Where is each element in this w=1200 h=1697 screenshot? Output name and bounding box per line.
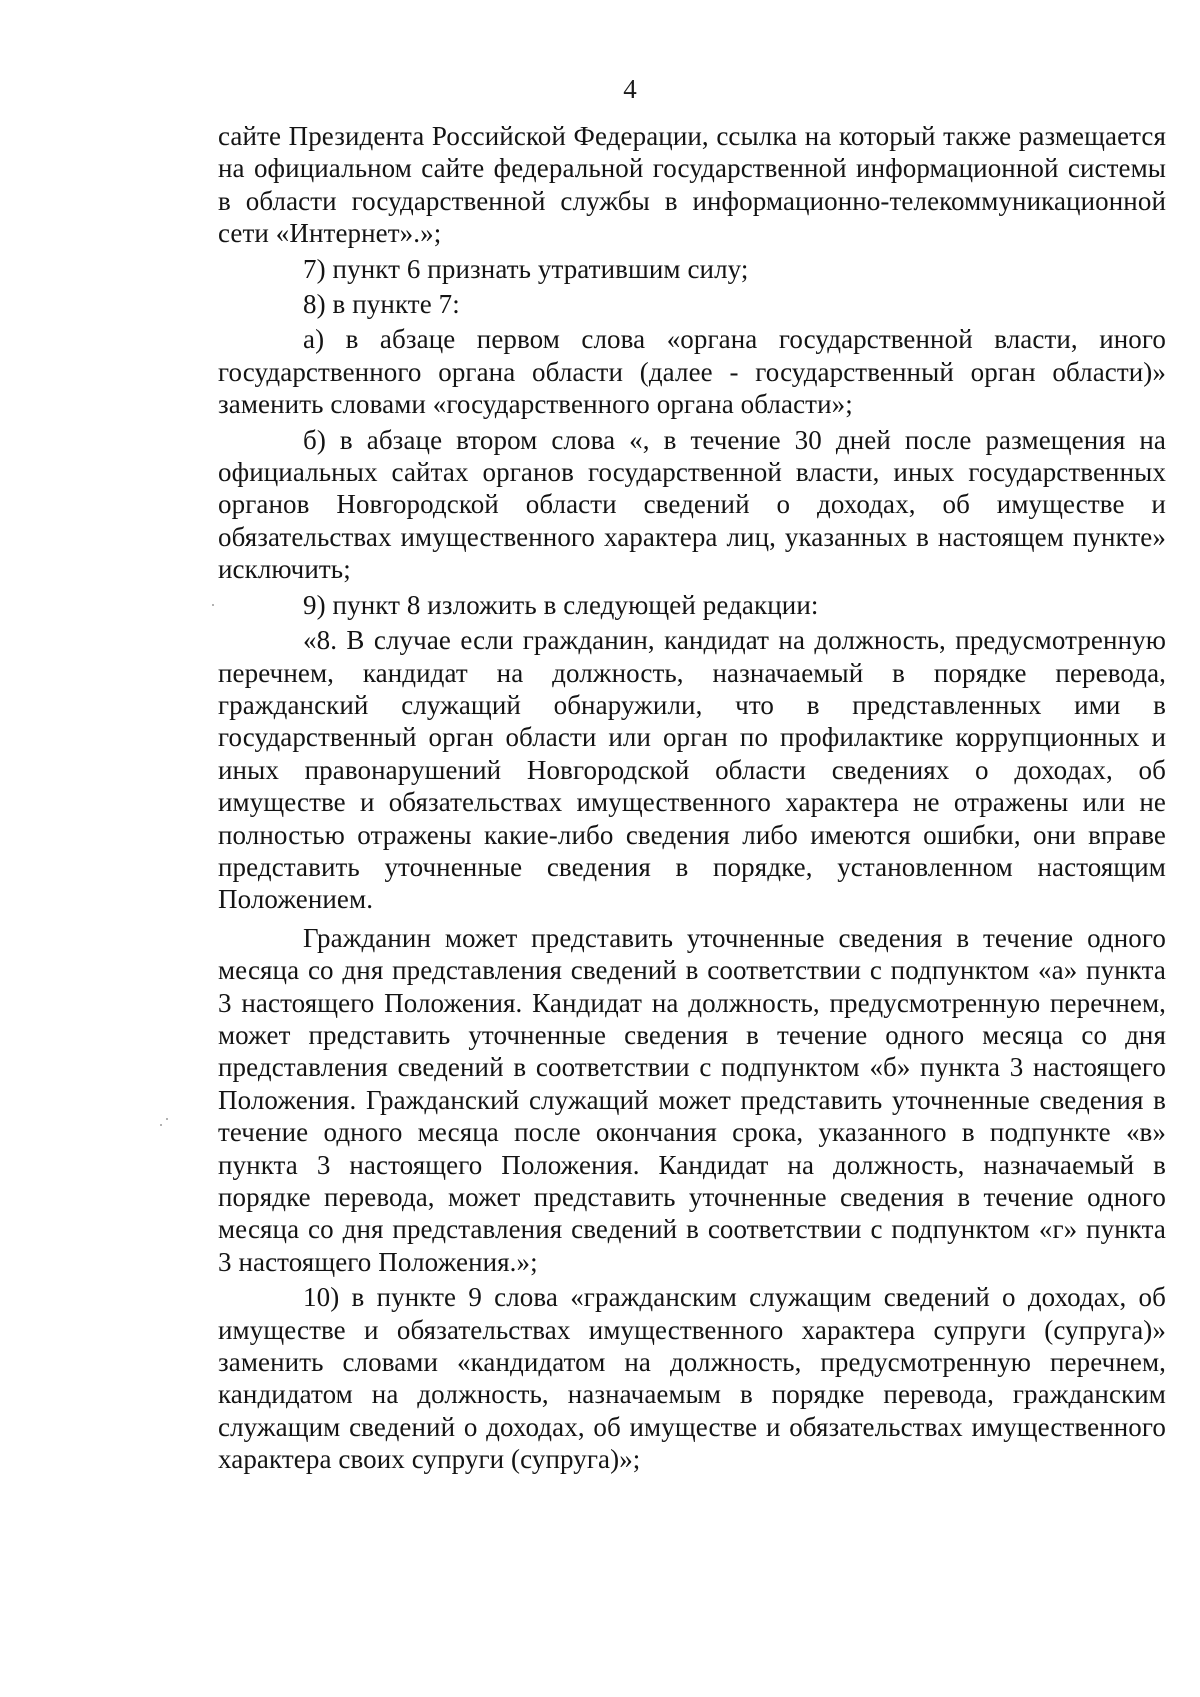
paragraph-clause-8: «8. В случае если гражданин, кандидат на должность, предусмотренную перечнем, кандидат на должность, назначаемый в порядке перевода, гражданский служащий обнаружили, что в представленных ими в государственный орган области или орган по профилактике коррупционных и иных правонарушений Новгородской области сведениях о доходах, об имуществе и обязательствах имущественного характера не отражены или не полностью отражены какие-либо сведения либо имеются ошибки, они вправе представить уточненные сведения в порядке, установленном настоящим Положением. <box>218 625 1166 915</box>
paragraph-item-7: 7) пункт 6 признать утратившим силу; <box>303 253 749 284</box>
paragraph-continuation: сайте Президента Российской Федерации, ссылка на который также размещается на официальном сайте федеральной государственной информационной системы в области государственной службы в информационно-телекоммуникационной сети «Интернет».»; <box>218 121 1166 249</box>
paragraph-item-9: 9) пункт 8 изложить в следующей редакции: <box>303 589 819 620</box>
paragraph-clause-8-continued: Гражданин может представить уточненные сведения в течение одного месяца со дня представления сведений в соответствии с подпунктом «а» пункта 3 настоящего Положения. Кандидат на должность, предусмотренную перечнем, может представить уточненные сведения в течение одного месяца со дня представления сведений в соответствии с подпунктом «б» пункта 3 настоящего Положения. Гражданский служащий может представить уточненные сведения в течение одного месяца после окончания срока, указанного в подпункте «в» пункта 3 настоящего Положения. Кандидат на должность, назначаемый в порядке перевода, может представить уточненные сведения в течение одного месяца со дня представления сведений в соответствии с подпунктом «г» пункта 3 настоящего Положения.»; <box>218 922 1166 1277</box>
paragraph-item-8: 8) в пункте 7: <box>303 289 460 320</box>
paragraph-item-10: 10) в пункте 9 слова «гражданским служащим сведений о доходах, об имуществе и обязательствах имущественного характера супруги (супруга)» заменить словами «кандидатом на должность, предусмотренную перечнем, кандидатом на должность, назначаемым в порядке перевода, гражданским служащим сведений о доходах, об имуществе и обязательствах имущественного характера своих супруги (супруга)»; <box>218 1282 1166 1475</box>
document-body <box>218 120 1166 1476</box>
scan-speck <box>212 604 214 606</box>
page-number: 4 <box>623 74 637 104</box>
paragraph-item-8b: б) в абзаце втором слова «, в течение 30 дней после размещения на официальных сайтах органов государственной власти, иных государственных органов Новгородской области сведений о доходах, об имуществе и обязательствах имущественного характера лиц, указанных в настоящем пункте» исключить; <box>218 424 1166 585</box>
paragraph-item-8a: а) в абзаце первом слова «органа государственной власти, иного государственного органа области (далее - государственный орган области)» заменить словами «государственного органа области»; <box>218 324 1166 420</box>
scan-speck <box>166 1118 168 1120</box>
scan-speck <box>160 1124 162 1126</box>
